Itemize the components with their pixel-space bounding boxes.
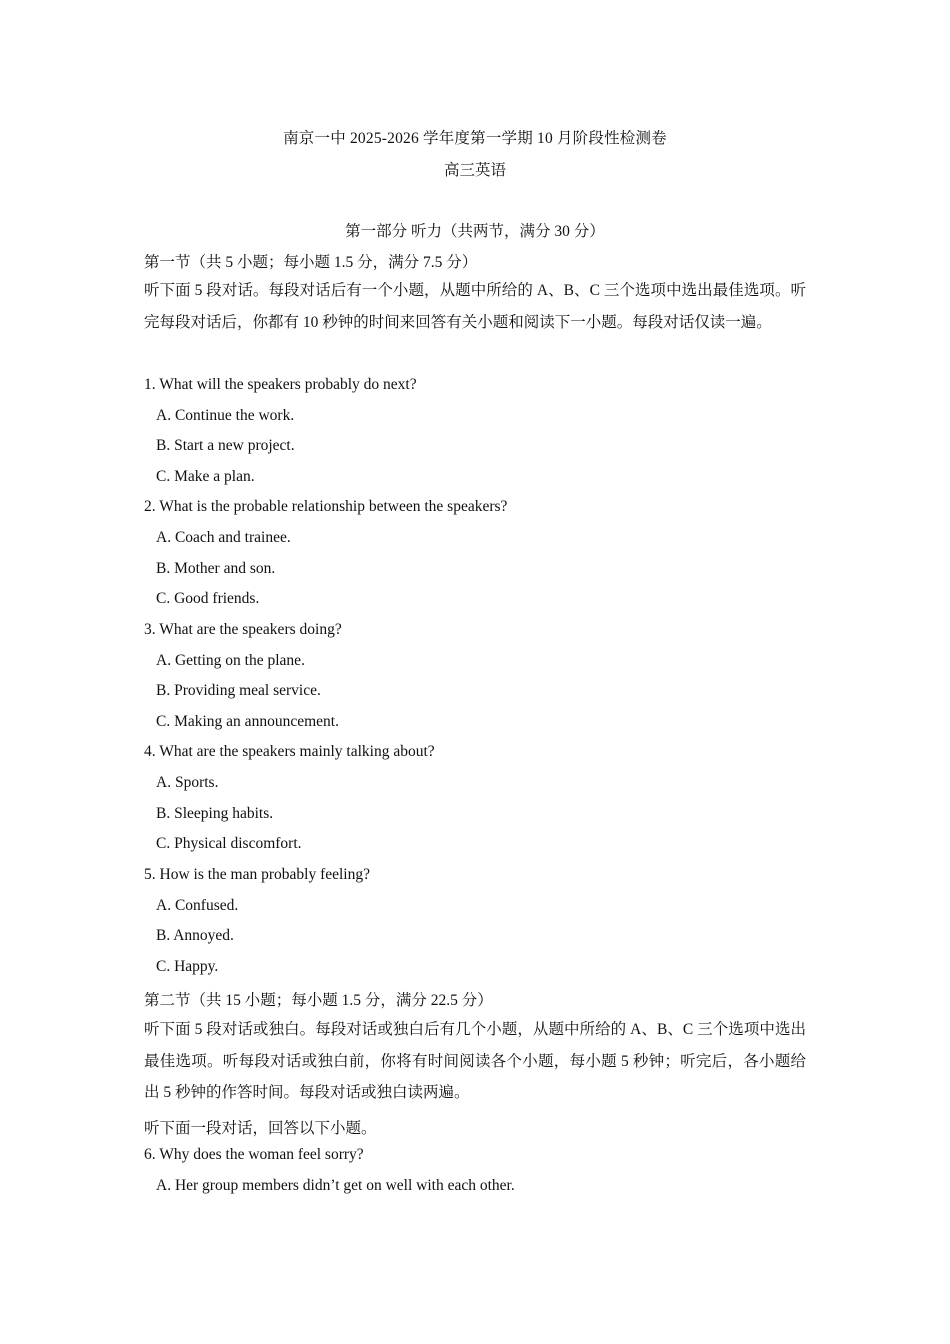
question-6-stem: 6. Why does the woman feel sorry?: [144, 1146, 364, 1163]
section-two-heading: 第二节（共 15 小题；每小题 1.5 分，满分 22.5 分）: [144, 992, 493, 1009]
question-1-option-a: A. Continue the work.: [156, 407, 295, 424]
question-5-stem: 5. How is the man probably feeling?: [144, 866, 370, 883]
question-4-option-b: B. Sleeping habits.: [156, 805, 274, 822]
question-5-option-b: B. Annoyed.: [156, 927, 234, 944]
dialogue-prompt: 听下面一段对话，回答以下小题。: [144, 1120, 377, 1137]
question-3-option-c: C. Making an announcement.: [156, 713, 339, 730]
question-4-option-c: C. Physical discomfort.: [156, 835, 302, 852]
question-1-option-c: C. Make a plan.: [156, 468, 255, 485]
exam-title: 南京一中 2025-2026 学年度第一学期 10 月阶段性检测卷: [283, 130, 667, 147]
section-two-instructions: 听下面 5 段对话或独白。每段对话或独白后有几个小题，从题中所给的 A、B、C 三个选项中选出最佳选项。听每段对话或独白前，你将有时间阅读各个小题，每小题 5 秒钟；听完后，各小题给出 5 秒钟的作答时间。每段对话或独白读两遍。: [144, 1021, 806, 1101]
question-4-stem: 4. What are the speakers mainly talking about?: [144, 743, 435, 760]
question-5-option-c: C. Happy.: [156, 958, 219, 975]
question-2-option-b: B. Mother and son.: [156, 560, 276, 577]
question-4-option-a: A. Sports.: [156, 774, 219, 791]
section-one-instructions: 听下面 5 段对话。每段对话后有一个小题，从题中所给的 A、B、C 三个选项中选出最佳选项。听完每段对话后，你都有 10 秒钟的时间来回答有关小题和阅读下一小题。每段对话仅读一遍。: [144, 282, 806, 331]
part-one-heading: 第一部分 听力（共两节，满分 30 分）: [345, 223, 605, 240]
question-2-option-a: A. Coach and trainee.: [156, 529, 291, 546]
question-2-option-c: C. Good friends.: [156, 590, 260, 607]
question-1-option-b: B. Start a new project.: [156, 437, 295, 454]
question-1-stem: 1. What will the speakers probably do next?: [144, 376, 417, 393]
question-6-option-a: A. Her group members didn’t get on well with each other.: [156, 1177, 515, 1194]
question-2-stem: 2. What is the probable relationship between the speakers?: [144, 498, 508, 515]
question-3-option-a: A. Getting on the plane.: [156, 652, 305, 669]
question-5-option-a: A. Confused.: [156, 897, 239, 914]
exam-subject: 高三英语: [443, 162, 506, 179]
question-3-stem: 3. What are the speakers doing?: [144, 621, 342, 638]
section-one-heading: 第一节（共 5 小题；每小题 1.5 分，满分 7.5 分）: [144, 254, 478, 271]
question-3-option-b: B. Providing meal service.: [156, 682, 321, 699]
